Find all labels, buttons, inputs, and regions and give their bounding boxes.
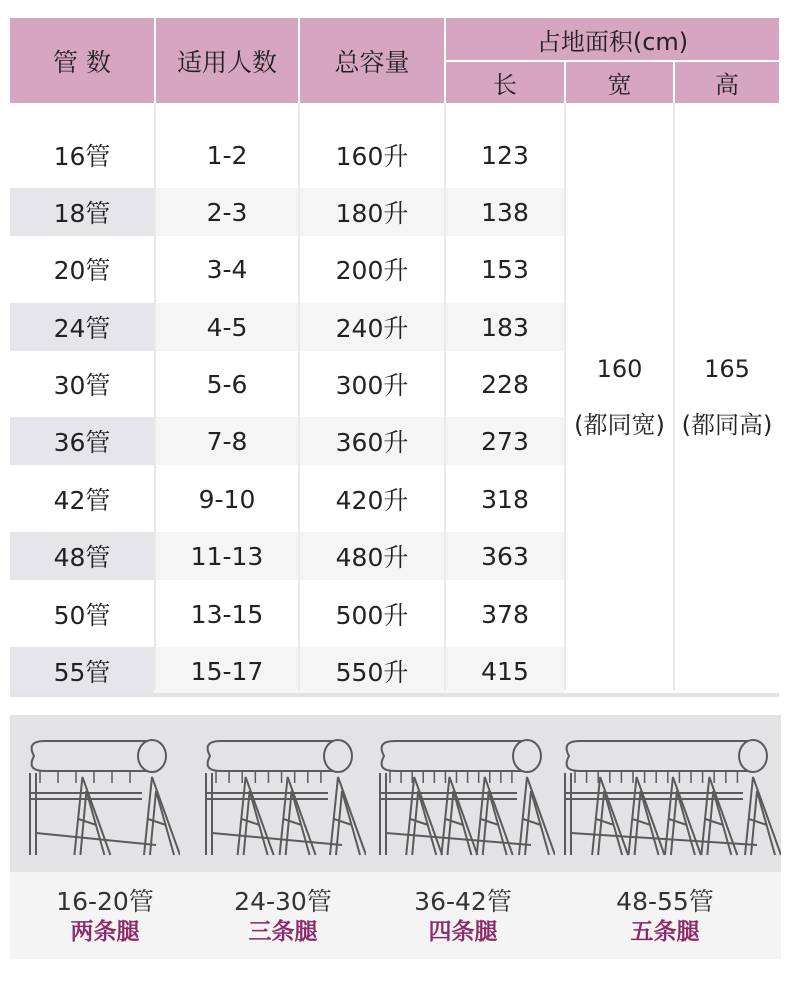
header-length: 长 — [446, 62, 564, 103]
table-cell-tubes: 24管 — [53, 314, 111, 343]
table-cell-capacity: 200升 — [335, 256, 409, 285]
rack-leg-count: 四条腿 — [428, 919, 498, 945]
table-cell-length: 415 — [481, 656, 529, 686]
table-cell-capacity: 500升 — [335, 601, 409, 630]
table-cell-tubes: 20管 — [53, 256, 111, 285]
table-cell-tubes: 30管 — [53, 371, 111, 400]
table-cell-tubes: 36管 — [53, 428, 111, 457]
table-cell-tubes: 42管 — [53, 486, 111, 515]
rack-tube-range: 24-30管 — [234, 887, 332, 916]
rack-frame-icon — [196, 733, 366, 863]
table-cell-people: 1-2 — [206, 140, 248, 170]
header-width: 宽 — [566, 62, 673, 103]
rack-legs-panel — [10, 715, 781, 959]
table-cell-people: 4-5 — [206, 312, 248, 342]
rack-frame-icon — [370, 733, 555, 863]
rack-frame-icon — [555, 733, 781, 863]
header-height: 高 — [675, 62, 779, 103]
table-cell-length: 318 — [481, 484, 529, 514]
rack-caption — [368, 887, 558, 947]
table-cell-tubes: 16管 — [53, 142, 111, 171]
table-cell-length: 138 — [481, 197, 529, 227]
height-merged-cell — [675, 103, 779, 690]
rack-item — [196, 733, 366, 863]
table-cell-length: 273 — [481, 426, 529, 456]
rack-tube-range: 16-20管 — [56, 887, 154, 916]
table-cell-capacity: 550升 — [335, 658, 409, 687]
table-cell-tubes: 50管 — [53, 601, 111, 630]
width-merged-cell — [566, 103, 673, 690]
table-cell-capacity: 160升 — [335, 142, 409, 171]
table-cell-capacity: 480升 — [335, 543, 409, 572]
header-people: 适用人数 — [156, 18, 298, 103]
table-cell-length: 153 — [481, 254, 529, 284]
rack-leg-count: 三条腿 — [248, 919, 318, 945]
rack-caption — [188, 887, 378, 947]
table-cell-people: 13-15 — [190, 599, 264, 629]
header-footprint: 占地面积(cm) — [446, 18, 779, 60]
width-value: 160 — [596, 354, 643, 383]
rack-tube-range: 36-42管 — [414, 887, 512, 916]
table-cell-people: 3-4 — [206, 254, 248, 284]
table-cell-people: 11-13 — [190, 541, 264, 571]
table-cell-people: 9-10 — [198, 484, 256, 514]
rack-item — [555, 733, 781, 863]
table-cell-capacity: 180升 — [335, 199, 409, 228]
height-value: 165 — [704, 354, 750, 383]
table-cell-length: 378 — [481, 599, 529, 629]
rack-leg-count: 两条腿 — [70, 919, 140, 945]
rack-item — [370, 733, 555, 863]
table-cell-length: 363 — [481, 541, 529, 571]
rack-item — [20, 733, 180, 863]
table-cell-capacity: 300升 — [335, 371, 409, 400]
header-tubes: 管 数 — [10, 18, 154, 103]
table-cell-tubes: 55管 — [53, 658, 111, 687]
table-cell-capacity: 360升 — [335, 428, 409, 457]
table-cell-people: 7-8 — [206, 426, 248, 456]
rack-caption — [10, 887, 200, 947]
table-cell-tubes: 18管 — [53, 199, 111, 228]
table-cell-people: 5-6 — [206, 369, 248, 399]
rack-tube-range: 48-55管 — [616, 887, 714, 916]
table-cell-people: 15-17 — [190, 656, 264, 686]
table-cell-length: 183 — [481, 312, 529, 342]
header-capacity: 总容量 — [300, 18, 444, 103]
table-bottom-rule — [10, 693, 779, 697]
table-cell-people: 2-3 — [206, 197, 248, 227]
table-cell-capacity: 420升 — [335, 486, 409, 515]
table-cell-length: 123 — [481, 140, 529, 170]
width-note: (都同宽) — [574, 410, 665, 439]
table-cell-length: 228 — [481, 369, 529, 399]
rack-frame-icon — [20, 733, 180, 863]
spec-table — [10, 18, 779, 690]
table-cell-capacity: 240升 — [335, 314, 409, 343]
table-cell-tubes: 48管 — [53, 543, 111, 572]
rack-leg-count: 五条腿 — [630, 919, 700, 945]
rack-caption — [570, 887, 760, 947]
height-note: (都同高) — [681, 410, 773, 439]
